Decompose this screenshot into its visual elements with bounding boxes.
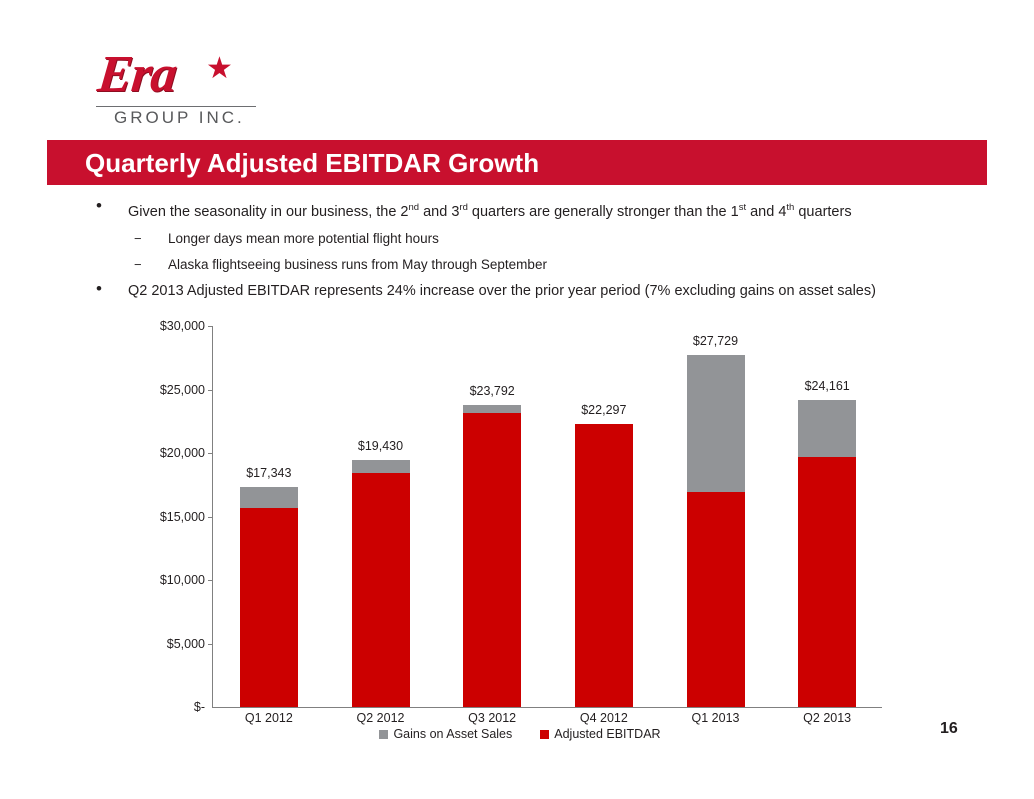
page-title: Quarterly Adjusted EBITDAR Growth: [85, 148, 540, 178]
bar-segment-gains-on-asset-sales[interactable]: [463, 405, 521, 413]
bullet-item: • Q2 2013 Adjusted EBITDAR represents 24% increase over the prior year period (7% excluding gains on asset sales): [90, 281, 990, 301]
y-axis-tick-label: $20,000: [159, 446, 205, 460]
bar-total-label: $27,729: [692, 333, 739, 348]
bar-segment-gains-on-asset-sales[interactable]: [240, 487, 298, 509]
bar-group[interactable]: [352, 326, 410, 707]
bar-total-label: $17,343: [246, 465, 292, 480]
bar-group[interactable]: [575, 326, 633, 707]
bar-segment-adjusted-ebitdar[interactable]: [687, 492, 745, 707]
logo-subtitle: GROUP INC.: [114, 108, 245, 127]
bar-segment-gains-on-asset-sales[interactable]: [352, 460, 410, 472]
bar-total-label: $22,297: [581, 402, 627, 417]
bar-group[interactable]: [798, 326, 856, 707]
bar-group[interactable]: [687, 326, 745, 707]
x-axis-tick-label: Q1 2013: [691, 711, 740, 725]
y-axis-tick-mark: [208, 390, 213, 391]
x-axis-tick-label: Q3 2012: [468, 711, 517, 725]
page-number: 16: [940, 720, 958, 737]
y-axis-tick-label: $15,000: [159, 509, 205, 524]
chart: [140, 315, 900, 741]
legend-label: Gains on Asset Sales: [393, 727, 513, 741]
bar-group[interactable]: [240, 326, 298, 707]
title-band: [47, 140, 987, 185]
y-axis-tick-mark: [208, 326, 213, 327]
bar-segment-adjusted-ebitdar[interactable]: [240, 508, 298, 707]
y-axis-tick-label: $5,000: [166, 636, 205, 651]
logo-divider: [96, 106, 256, 107]
bar-segment-adjusted-ebitdar[interactable]: [352, 473, 410, 707]
bar-segment-adjusted-ebitdar[interactable]: [798, 457, 856, 707]
y-axis-tick-mark: [208, 517, 213, 518]
bar-total-label: $24,161: [804, 379, 850, 394]
chart-plot-area: [159, 319, 882, 725]
y-axis-tick-label: $-: [193, 700, 205, 714]
legend-item[interactable]: [379, 727, 512, 741]
bullet-list: [90, 198, 990, 308]
bullet-item: − Alaska flightseeing business runs from May through September: [90, 255, 990, 274]
x-axis-tick-label: Q2 2012: [356, 711, 405, 725]
chart-legend: [140, 727, 900, 741]
legend-item[interactable]: [540, 727, 660, 741]
y-axis-tick-label: $30,000: [159, 319, 205, 333]
bar-total-label: $23,792: [469, 383, 515, 398]
y-axis-tick-mark: [208, 644, 213, 645]
legend-label: Adjusted EBITDAR: [554, 727, 661, 741]
legend-swatch: [540, 730, 549, 739]
legend-swatch: [379, 730, 388, 739]
logo-wordmark: Era: [95, 46, 179, 103]
y-axis-tick-mark: [208, 453, 213, 454]
bar-segment-adjusted-ebitdar[interactable]: [575, 424, 633, 707]
bar-segment-gains-on-asset-sales[interactable]: [798, 400, 856, 457]
company-logo: [88, 46, 258, 127]
bar-segment-gains-on-asset-sales[interactable]: [687, 355, 745, 492]
y-axis-tick-label: $25,000: [159, 382, 205, 397]
y-axis-tick-mark: [208, 580, 213, 581]
bar-total-label: $19,430: [357, 439, 404, 454]
x-axis-tick-label: Q4 2012: [579, 711, 628, 725]
bullet-item: − Longer days mean more potential flight hours: [90, 229, 990, 248]
star-icon: ★: [206, 52, 233, 85]
y-axis-tick-label: $10,000: [159, 573, 205, 587]
x-axis-tick-label: Q1 2012: [244, 711, 293, 725]
bullet-item: • Given the seasonality in our business, the 2nd and 3rd quarters are generally stronger than the 1st and 4th quarters: [90, 198, 990, 222]
bar-segment-adjusted-ebitdar[interactable]: [463, 413, 521, 707]
bar-group[interactable]: [463, 326, 521, 707]
x-axis-tick-label: Q2 2013: [803, 711, 852, 725]
